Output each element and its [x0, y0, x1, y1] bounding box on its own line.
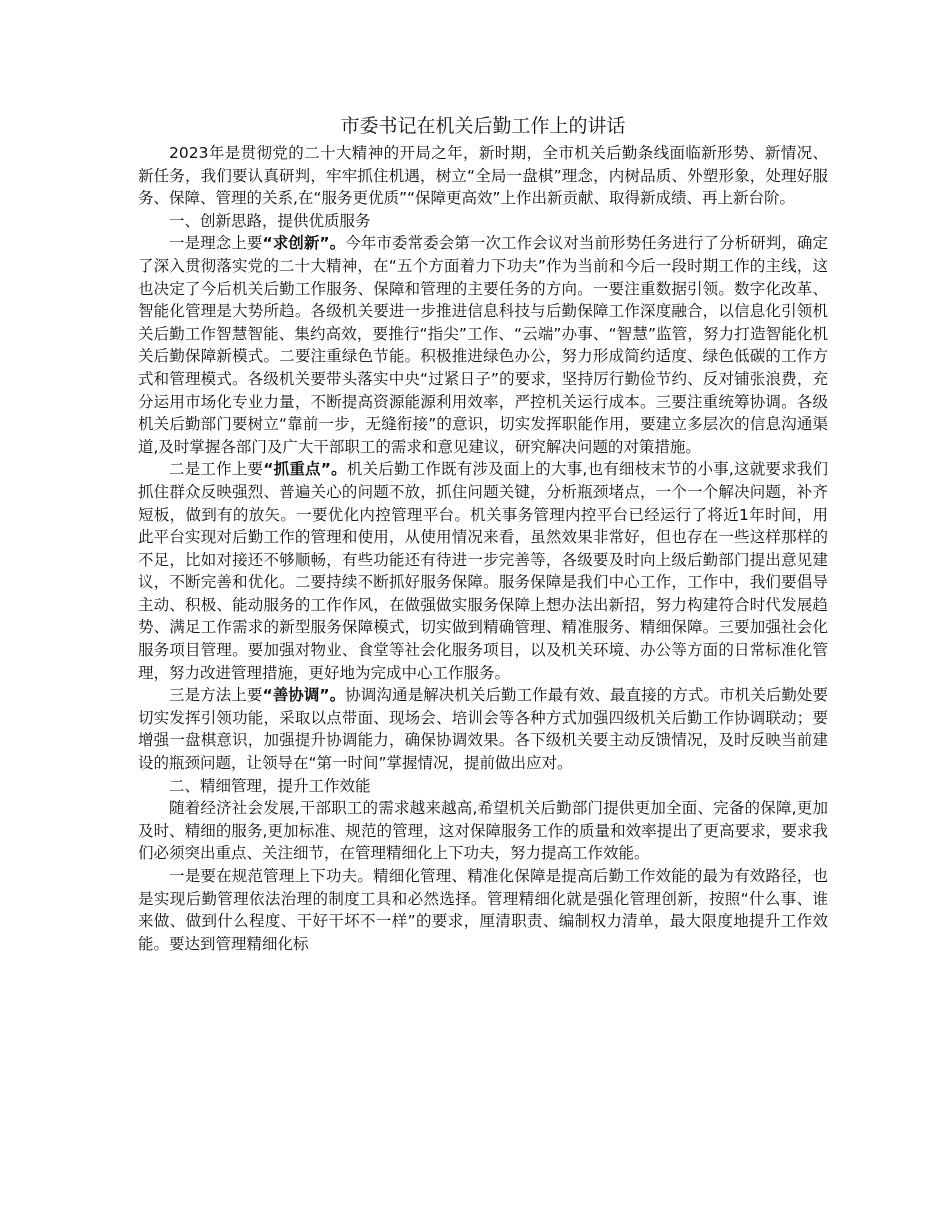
paragraph-lead: “善协调”。 [262, 686, 346, 705]
document-title: 市委书记在机关后勤工作上的讲话 [340, 115, 626, 137]
paragraph-body: 机关后勤工作既有涉及面上的大事,也有细枝末节的小事,这就要求我们抓住群众反映强烈、普遍关心的问题不放，抓住问题关键，分析瓶颈堵点，一个一个解决问题，补齐短板，做到有的放矢。一要优化内控管理平台。机关事务管理内控平台已经运行了将近1年时间，用此平台实现对后勤工作的管理和使用，从使用情况来看，虽然效果非常好，但也存在一些这样那样的不足，比如对接还不够顺畅，有些功能还有待进一步完善等，各级要及时向上级后勤部门提出意见建议，不断完善和优化。二要持续不断抓好服务保障。服务保障是我们中心工作，工作中，我们要倡导主动、积极、能动服务的工作作风，在做强做实服务保障上想办法出新招，努力构建符合时代发展趋势、满足工作需求的新型服务保障模式，切实做到精确管理、精准服务、精细保障。三要加强社会化服务项目管理。要加强对物业、食堂等社会化服务项目，以及机关环境、办公等方面的日常标准化管理，努力改进管理措施，更好地为完成中心工作服务。 [138, 460, 829, 682]
document-page [138, 112, 828, 955]
paragraph-prefix: 一是理念上要 [169, 234, 263, 253]
section-1-paragraph-3 [138, 684, 828, 774]
paragraph-prefix: 三是方法上要 [169, 686, 263, 705]
section-1-heading: 一、创新思路，提供优质服务 [169, 211, 371, 230]
paragraph-lead: “求创新”。 [262, 234, 346, 253]
section-1-paragraph-1 [138, 232, 828, 458]
paragraph-body: 今年市委常委会第一次工作会议对当前形势任务进行了分析研判，确定了深入贯彻落实党的二十大精神，在“五个方面着力下功夫”作为当前和今后一段时期工作的主线，这也决定了今后机关后勤工作服务、保障和管理的主要任务的方向。一要注重数据引领。数字化改革、智能化管理是大势所趋。各级机关要进一步推进信息科技与后勤保障工作深度融合，以信息化引领机关后勤工作智慧智能、集约高效，要推行“指尖”工作、“云端”办事、“智慧”监管，努力打造智能化机关后勤保障新模式。二要注重绿色节能。积极推进绿色办公，努力形成简约适度、绿色低碳的工作方式和管理模式。各级机关要带头落实中央“过紧日子”的要求，坚持厉行勤俭节约、反对铺张浪费，充分运用市场化专业力量，不断提高资源能源利用效率，严控机关运行成本。三要注重统筹协调。各级机关后勤部门要树立“靠前一步，无缝衔接”的意识，切实发挥职能作用，要建立多层次的信息沟通渠道,及时掌握各部门及广大干部职工的需求和意见建议，研究解决问题的对策措施。 [138, 234, 828, 456]
paragraph-body: 协调沟通是解决机关后勤工作最有效、最直接的方式。市机关后勤处要切实发挥引领功能，采取以点带面、现场会、培训会等各种方式加强四级机关后勤工作协调联动；要增强一盘棋意识，加强提升协调能力，确保协调效果。各下级机关要主动反馈情况，及时反映当前建设的瓶颈问题，让领导在“第一时间”掌握情况，提前做出应对。 [138, 686, 828, 773]
section-1-paragraph-2 [138, 458, 828, 684]
section-2-paragraph-1: 随着经济社会发展,干部职工的需求越来越高,希望机关后勤部门提供更加全面、完备的保障,更加及时、精细的服务,更加标准、规范的管理，这对保障服务工作的质量和效率提出了更高要求，要求我们必须突出重点、关注细节，在管理精细化上下功夫，努力提高工作效能。 [138, 799, 828, 863]
paragraph-prefix: 二是工作上要 [169, 460, 264, 479]
section-2-heading: 二、精细管理，提升工作效能 [169, 776, 371, 795]
intro-paragraph: 2023年是贯彻党的二十大精神的开局之年，新时期，全市机关后勤条线面临新形势、新情况、新任务，我们要认真研判，牢牢抓住机遇，树立“全局一盘棋”理念，内树品质、外塑形象，处理好服务、保障、管理的关系,在“服务更优质”“保障更高效”上作出新贡献、取得新成绩、再上新台阶。 [138, 144, 828, 208]
paragraph-lead: “抓重点”。 [263, 460, 347, 479]
section-2-paragraph-2: 一是要在规范管理上下功夫。精细化管理、精准化保障是提高后勤工作效能的最为有效路径，也是实现后勤管理依法治理的制度工具和必然选择。管理精细化就是强化管理创新，按照“什么事、谁来做、做到什么程度、干好干坏不一样”的要求，厘清职责、编制权力清单，最大限度地提升工作效能。要达到管理精细化标 [138, 867, 828, 953]
